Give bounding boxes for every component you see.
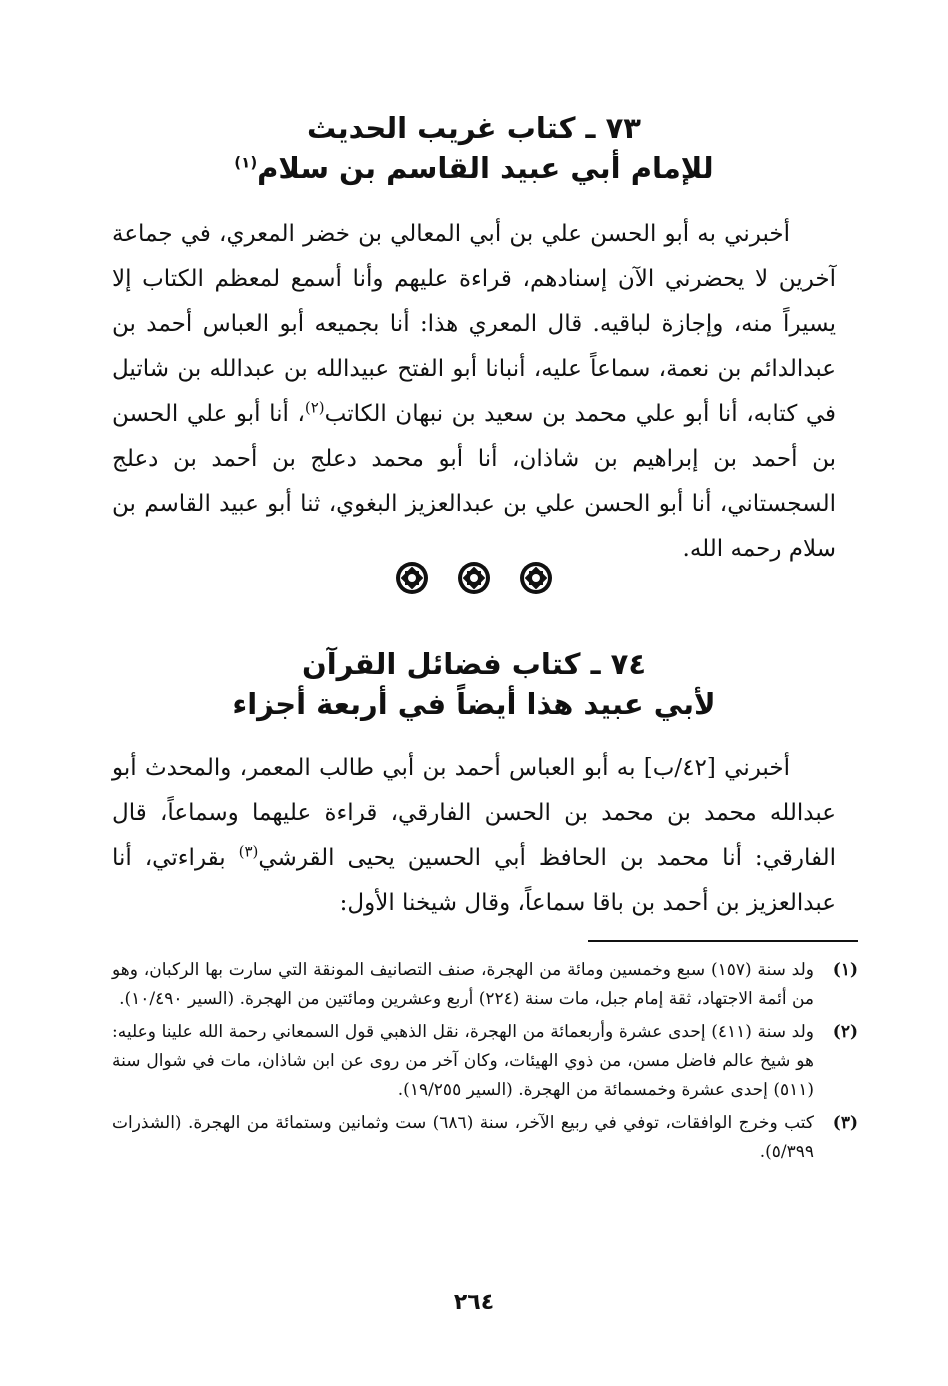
footnote-number: (٣) [832,1113,858,1133]
section-73-title-line2 [110,148,838,188]
section-73-title-line2-text: للإمام أبي عبيد القاسم بن سلام [257,151,714,185]
section-73-title-line1: ٧٣ ـ كتاب غريب الحديث [307,111,641,145]
footnote-ref-3[interactable]: (٣) [238,842,259,861]
footnote-text: ولد سنة (١٥٧) سبع وخمسين ومائة من الهجرة، صنف التصانيف المونقة التي سارت بها الركبان، وهو من أئمة الاجتهاد، ثقة إمام جبل، مات سنة (٢٢٤) أربع وعشرين ومائتين من الهجرة. (السير ١٠/٤٩٠). [112,960,814,1009]
section-74-title-line2: لأبي عبيد هذا أيضاً في أربعة أجزاء [232,687,716,721]
footnote-2 [112,1018,858,1105]
footnote-ref-1[interactable]: (١) [234,153,258,172]
footnote-number: (٢) [832,1022,858,1042]
section-74-paragraph [112,746,836,926]
section-74-text-part2: بقراءتي، أنا عبدالعزيز بن أحمد بن باقا سماعاً، وقال شيخنا الأول: [112,845,836,916]
footnote-3 [112,1109,858,1167]
rosette-ornament-icon [456,560,492,596]
section-74-title-line1: ٧٤ ـ كتاب فضائل القرآن [301,647,647,681]
section-73-paragraph [112,212,836,572]
footnote-separator [588,940,858,942]
section-74-title [110,644,838,724]
footnote-1 [112,956,858,1014]
footnotes [112,956,858,1171]
footnote-ref-2[interactable]: (٢) [304,398,325,417]
footnote-number: (١) [832,960,858,980]
footnote-text: ولد سنة (٤١١) إحدى عشرة وأربعمائة من الهجرة، نقل الذهبي قول السمعاني رحمة الله علينا وعليه: هو شيخ عالم فاضل مسن، من ذوي الهيئات، وكان آخر من روى عن ابن شاذان، مات في شوال سنة (٥١١) إحدى عشرة وخمسمائة من الهجرة. (السير ١٩/٢٥٥). [112,1022,814,1100]
section-74-text-part1: أخبرني [٤٢/ب] به أبو العباس أحمد بن أبي طالب المعمر، والمحدث أبو عبدالله محمد بن محمد بن الحسن الفارقي، قراءة عليهما وسماعاً، قال الفارقي: أنا محمد بن الحافظ أبي الحسين يحيى القرشي [112,755,836,871]
rosette-ornament-icon [394,560,430,596]
section-divider [0,560,948,596]
section-73-text-part1: أخبرني به أبو الحسن علي بن أبي المعالي بن خضر المعري، في جماعة آخرين لا يحضرني الآن إسنادهم، قراءة عليهم وأنا أسمع لمعظم الكتاب إلا يسيراً منه، وإجازة لباقيه. قال المعري هذا: أنا بجميعه أبو العباس أحمد بن عبدالدائم بن نعمة، سماعاً عليه، أنبانا أبو الفتح عبيدالله بن عبدالله بن شاتيل في كتابه، أنا أبو علي محمد بن سعيد بن نبهان الكاتب [112,221,837,427]
page-number: ٢٦٤ [453,1290,495,1315]
section-73-text-part2: ، أنا أبو علي الحسن بن أحمد بن إبراهيم بن شاذان، أنا أبو محمد دعلج بن أحمد بن دعلج السجستاني، أنا أبو الحسن علي بن عبدالعزيز البغوي، ثنا أبو عبيد القاسم بن سلام رحمه الله. [112,401,836,562]
section-73-title [110,108,838,188]
footnote-text: كتب وخرج الوافقات، توفي في ربيع الآخر، سنة (٦٨٦) ست وثمانين وستمائة من الهجرة. (الشذرات ٥/٣٩٩). [112,1113,814,1162]
rosette-ornament-icon [518,560,554,596]
